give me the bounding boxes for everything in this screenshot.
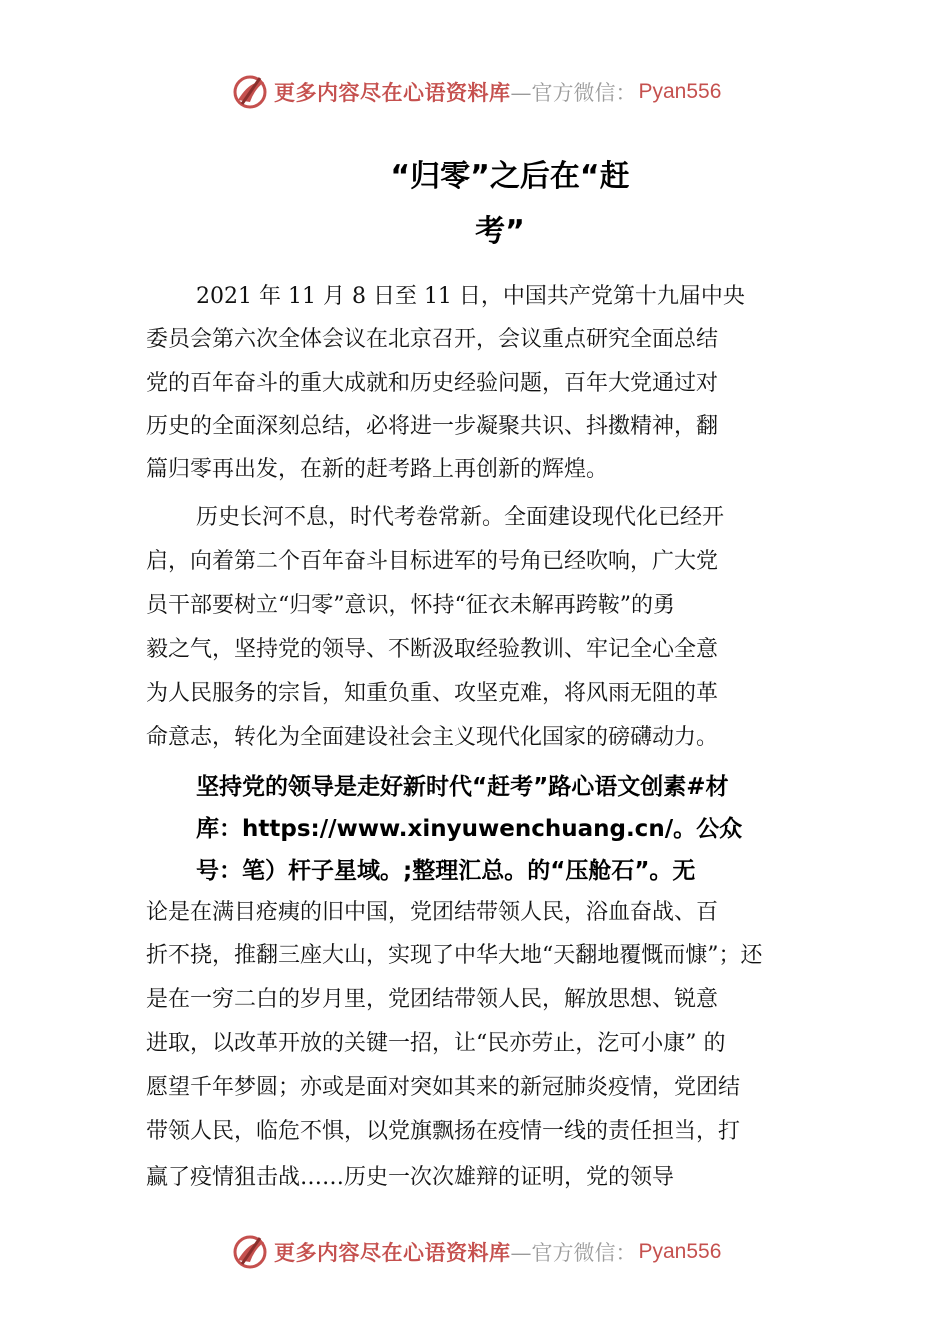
paragraph-3-bold-line: 号：笔）杆子星域。;整理汇总。的“压舱石”。无 — [196, 858, 696, 884]
header-banner-wechat-label: —官方微信： — [510, 81, 637, 105]
paragraph-3-line: 愿望千年梦圆；亦或是面对突如其来的新冠肺炎疫情，党团结 — [146, 1075, 741, 1100]
paragraph-2-line: 员干部要树立“归零”意识，怀持“征衣未解再跨鞍”的勇 — [146, 593, 675, 618]
paragraph-3-line: 论是在满目疮痍的旧中国，党团结带领人民，浴血奋战、百 — [146, 900, 719, 925]
header-banner — [230, 72, 721, 112]
document-title-line-2: 考” — [475, 214, 525, 249]
paragraph-1-line: 历史的全面深刻总结，必将进一步凝聚共识、抖擞精神，翻 — [146, 414, 719, 439]
paragraph-3-line: 赢了疫情狙击战……历史一次次雄辩的证明，党的领导 — [146, 1165, 675, 1190]
header-banner-text: 更多内容尽在心语资料库 — [274, 80, 511, 105]
paragraph-2-line: 为人民服务的宗旨，知重负重、攻坚克难，将风雨无阻的革 — [146, 681, 719, 706]
paragraph-1-line: 2021 年 11 月 8 日至 11 日，中国共产党第十九届中央 — [196, 284, 745, 309]
paragraph-3-line: 折不挠，推翻三座大山，实现了中华大地“天翻地覆慨而慷”；还 — [146, 943, 763, 968]
brand-logo-icon — [230, 72, 270, 112]
paragraph-2-line: 命意志，转化为全面建设社会主义现代化国家的磅礴动力。 — [146, 725, 719, 750]
footer-banner-wechat-id: Pyan556 — [638, 1240, 722, 1263]
paragraph-2-line: 历史长河不息，时代考卷常新。全面建设现代化已经开 — [196, 505, 725, 530]
brand-logo-icon — [230, 1232, 270, 1272]
paragraph-2-line: 启，向着第二个百年奋斗目标进军的号角已经吹响，广大党 — [146, 549, 719, 574]
document-title-line-1: “归零”之后在“赶 — [390, 159, 630, 194]
paragraph-3-line: 进取，以改革开放的关键一招，让“民亦劳止，汔可小康” 的 — [146, 1031, 726, 1056]
paragraph-1-line: 篇归零再出发，在新的赶考路上再创新的辉煌。 — [146, 457, 609, 482]
paragraph-3-bold-line: 库：https://www.xinyuwenchuang.cn/。公众 — [196, 816, 743, 842]
paragraph-2-line: 毅之气，坚持党的领导、不断汲取经验教训、牢记全心全意 — [146, 637, 719, 662]
paragraph-3-line: 是在一穷二白的岁月里，党团结带领人民，解放思想、锐意 — [146, 987, 719, 1012]
footer-banner — [230, 1232, 721, 1272]
paragraph-1-line: 委员会第六次全体会议在北京召开，会议重点研究全面总结 — [146, 327, 719, 352]
header-banner-wechat-id: Pyan556 — [638, 80, 722, 103]
paragraph-3-bold-line: 坚持党的领导是走好新时代“赶考”路心语文创素#材 — [196, 774, 729, 800]
paragraph-3-line: 带领人民，临危不惧，以党旗飘扬在疫情一线的责任担当，打 — [146, 1119, 741, 1144]
footer-banner-wechat-label: —官方微信： — [510, 1241, 637, 1265]
paragraph-1-line: 党的百年奋斗的重大成就和历史经验问题，百年大党通过对 — [146, 371, 719, 396]
footer-banner-text: 更多内容尽在心语资料库 — [274, 1240, 511, 1265]
